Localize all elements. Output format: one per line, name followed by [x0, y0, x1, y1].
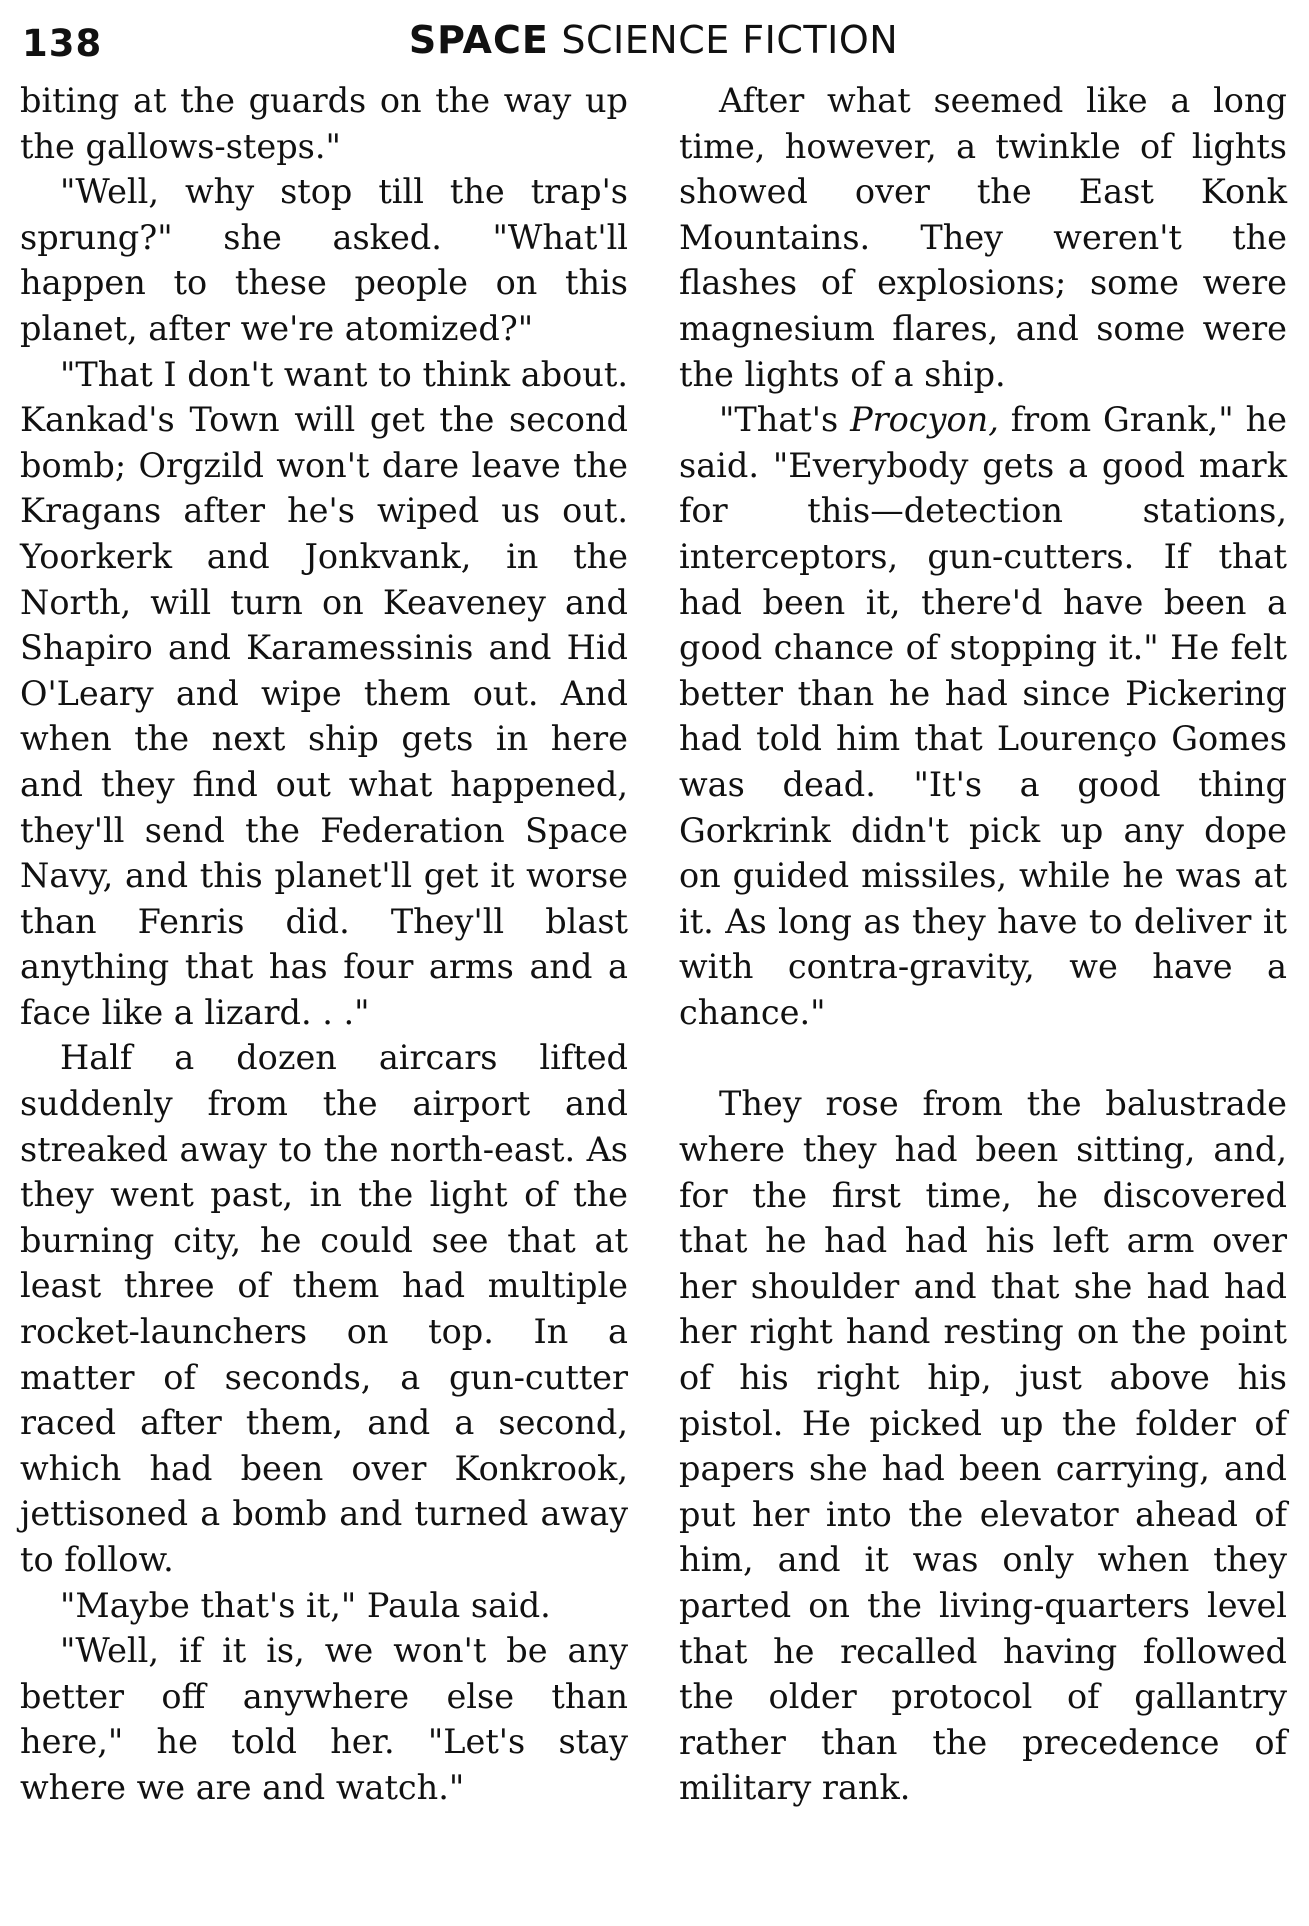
paragraph-text: "That's: [719, 400, 851, 440]
paragraph: They rose from the balustrade where they had been sitting, and, for the first time, he discovered that he had had his left arm over her shoulder and that she had had her right hand resting on the point of his right hip, just above his pistol. He picked up the folder of papers she had been carrying, and put her into the elevator ahead of him, and it was only when they parted on the living-quarters level that he recalled having followed the older protocol of gallantry rather than the precedence of military rank.: [679, 1084, 1287, 1808]
paragraph: After what seemed like a long time, however, a twinkle of lights showed over the East Konk Mountains. They weren't the flashes of explosions; some were magnesium flares, and some were the lights of a ship.: [679, 81, 1287, 394]
paragraph-text: from Grank," he said. "Everybody gets a good mark for this—detection stations, interceptors, gun-cutters. If that had been it, there'd have been a good chance of stopping it." He felt better than he had since Pickering had told him that Lourenço Gomes was dead. "It's a good thing Gorkrink didn't pick up any dope on guided missiles, while he was at it. As long as they have to deliver it with contra-gravity, we have a chance.": [679, 400, 1287, 1032]
ship-name-italic: Procyon,: [850, 400, 999, 440]
running-header: [20, 14, 1287, 64]
paragraph: biting at the guards on the way up the gallows-steps.": [20, 81, 628, 166]
page-number: 138: [22, 22, 103, 65]
left-column: [20, 78, 628, 1811]
right-column: [679, 78, 1287, 1811]
paragraph: "Well, if it is, we won't be any better off anywhere else than here," he told her. "Let's stay where we are and watch.": [20, 1631, 628, 1807]
text-columns: [20, 78, 1287, 1811]
paragraph: "Maybe that's it," Paula said.: [60, 1585, 551, 1625]
running-title-rest: SCIENCE FICTION: [548, 18, 899, 62]
running-title-bold: SPACE: [408, 18, 549, 62]
paragraph: "That I don't want to think about. Kankad's Town will get the second bomb; Orgzild won't dare leave the Kragans after he's wiped us out. Yoorkerk and Jonkvank, in the North, will turn on Keaveney and Shapiro and Karamessinis and Hid O'Leary and wipe them out. And when the next ship gets in here and they find out what happened, they'll send the Federation Space Navy, and this planet'll get it worse than Fenris did. They'll blast anything that has four arms and a face like a lizard. . .": [20, 354, 628, 1032]
paragraph: [679, 397, 1287, 1035]
paragraph: Half a dozen aircars lifted suddenly from the airport and streaked away to the north-east. As they went past, in the light of the burning city, he could see that at least three of them had multiple rocket-launchers on top. In a matter of seconds, a gun-cutter raced after them, and a second, which had been over Konkrook, jettisoned a bomb and turned away to follow.: [20, 1038, 628, 1579]
section-gap: [679, 1035, 1287, 1081]
running-title: [20, 18, 1287, 62]
paragraph: "Well, why stop till the trap's sprung?" she asked. "What'll happen to these people on this planet, after we're atomized?": [20, 172, 628, 348]
